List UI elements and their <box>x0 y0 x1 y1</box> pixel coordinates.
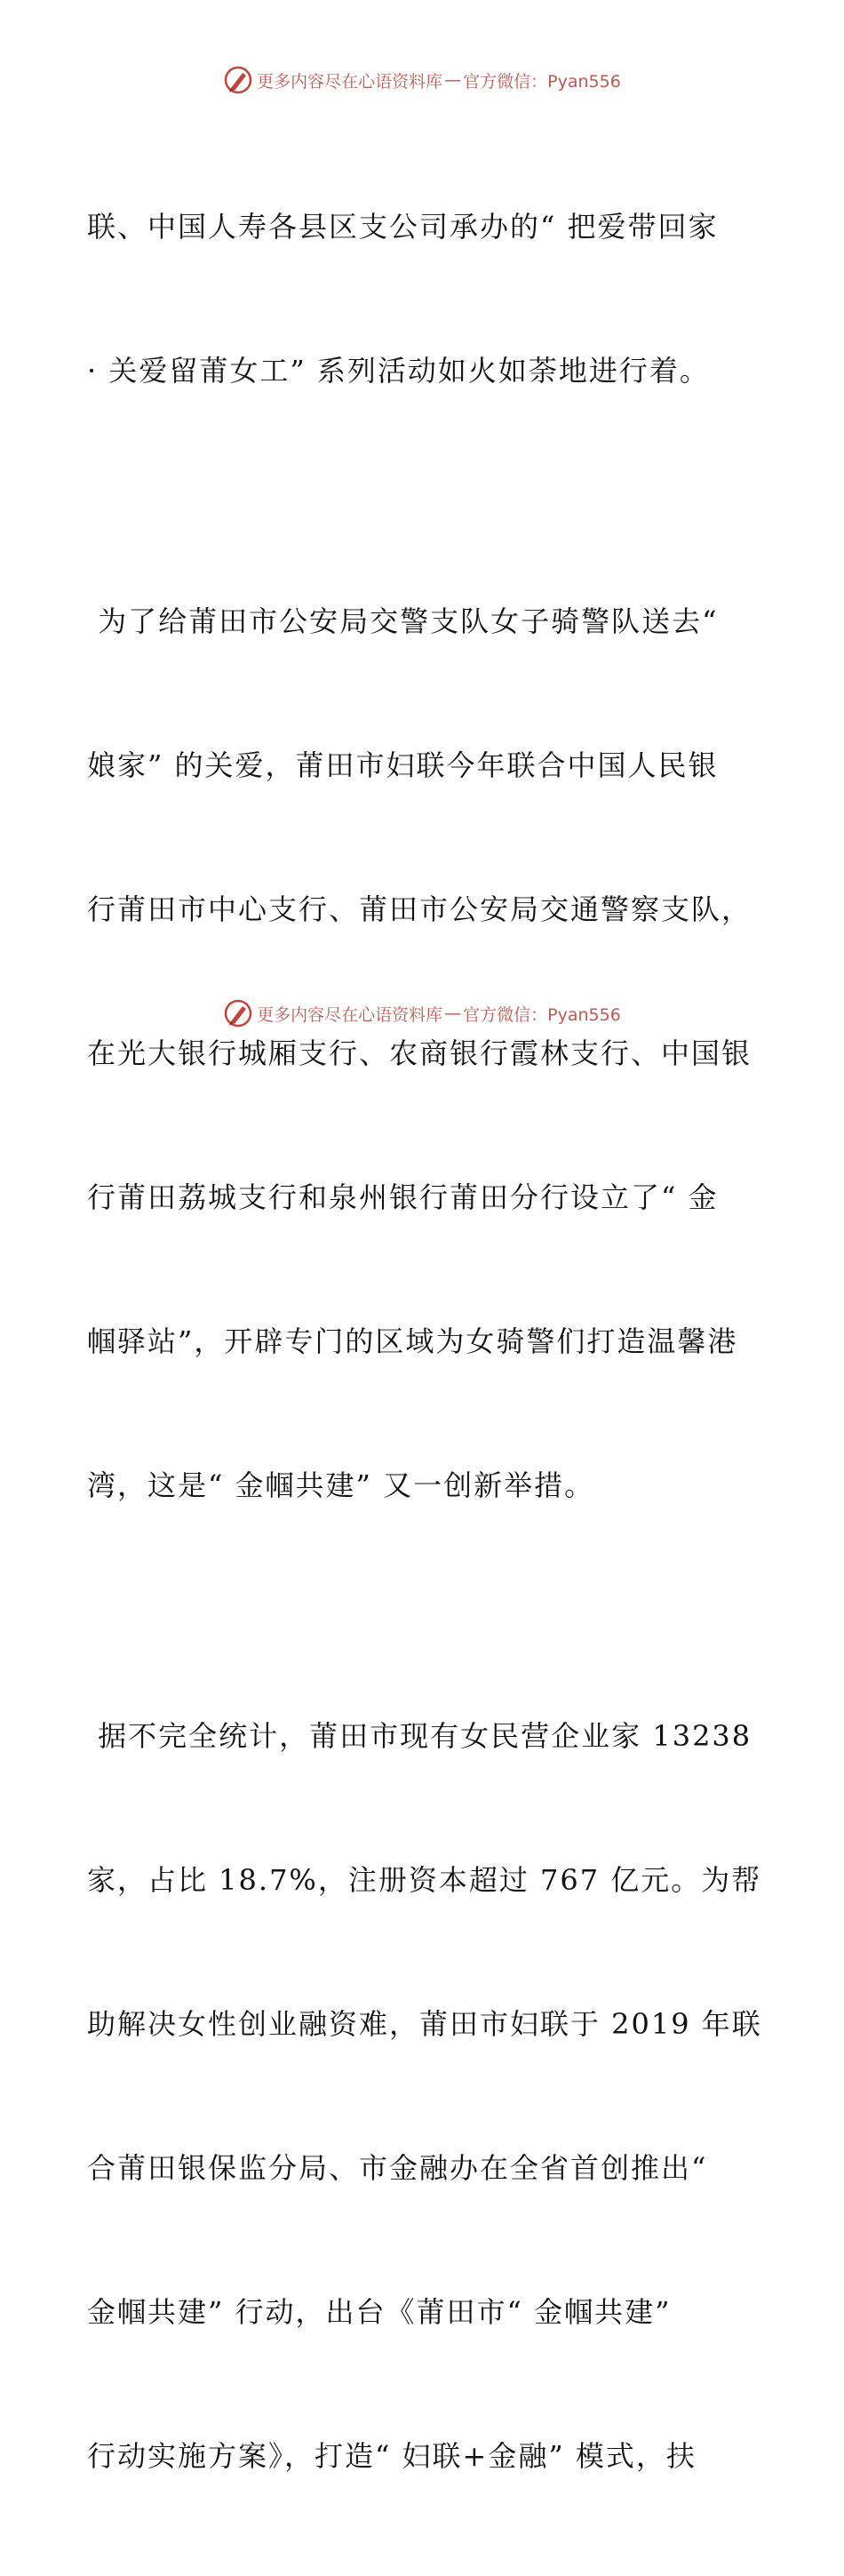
text-line: 行莆田荔城支行和泉州银行莆田分行设立了“ 金 <box>87 1180 719 1214</box>
watermark-contact: 官方微信：Pyan556 <box>463 71 621 92</box>
watermark-separator: — <box>444 1004 462 1023</box>
paragraph <box>87 1616 762 2576</box>
watermark-text: 更多内容尽在心语资料库 <box>257 71 443 92</box>
document-body <box>87 107 762 2576</box>
paragraph <box>87 501 762 1605</box>
text-line: 行动实施方案》，打造“ 妇联+金融” 模式，扶 <box>87 2439 697 2473</box>
text-line: 为了给莆田市公安局交警支队女子骑警队送去“ <box>87 604 719 638</box>
paragraph <box>87 107 762 491</box>
footer-watermark <box>0 996 844 1031</box>
text-line: 娘家” 的关爱，莆田市妇联今年联合中国人民银 <box>87 748 719 782</box>
watermark-contact: 官方微信：Pyan556 <box>463 1004 621 1025</box>
text-line: 家，占比 18.7%，注册资本超过 767 亿元。为帮 <box>87 1863 762 1897</box>
text-line: 据不完全统计，莆田市现有女民营企业家 13238 <box>87 1719 752 1753</box>
pen-logo-icon <box>223 998 253 1028</box>
text-line: 帼驿站”，开辟专门的区域为女骑警们打造温馨港 <box>87 1324 738 1358</box>
text-line: 金帼共建” 行动，出台《莆田市“ 金帼共建” <box>87 2295 672 2329</box>
text-line: 联、中国人寿各县区支公司承办的“ 把爱带回家 <box>87 210 719 244</box>
header-watermark <box>0 62 844 98</box>
text-line: 行莆田市中心支行、莆田市公安局交通警察支队， <box>87 892 752 926</box>
watermark-text: 更多内容尽在心语资料库 <box>257 1004 443 1025</box>
watermark-separator: — <box>444 70 462 90</box>
text-line: 合莆田银保监分局、市金融办在全省首创推出“ <box>87 2151 708 2185</box>
text-line: 在光大银行城厢支行、农商银行霞林支行、中国银 <box>87 1036 752 1070</box>
text-line: · 关爱留莆女工” 系列活动如火如荼地进行着。 <box>87 354 710 388</box>
text-line: 湾，这是“ 金帼共建” 又一创新举措。 <box>87 1468 595 1502</box>
pen-logo-icon <box>223 65 253 95</box>
text-line: 助解决女性创业融资难，莆田市妇联于 2019 年联 <box>87 2007 762 2041</box>
